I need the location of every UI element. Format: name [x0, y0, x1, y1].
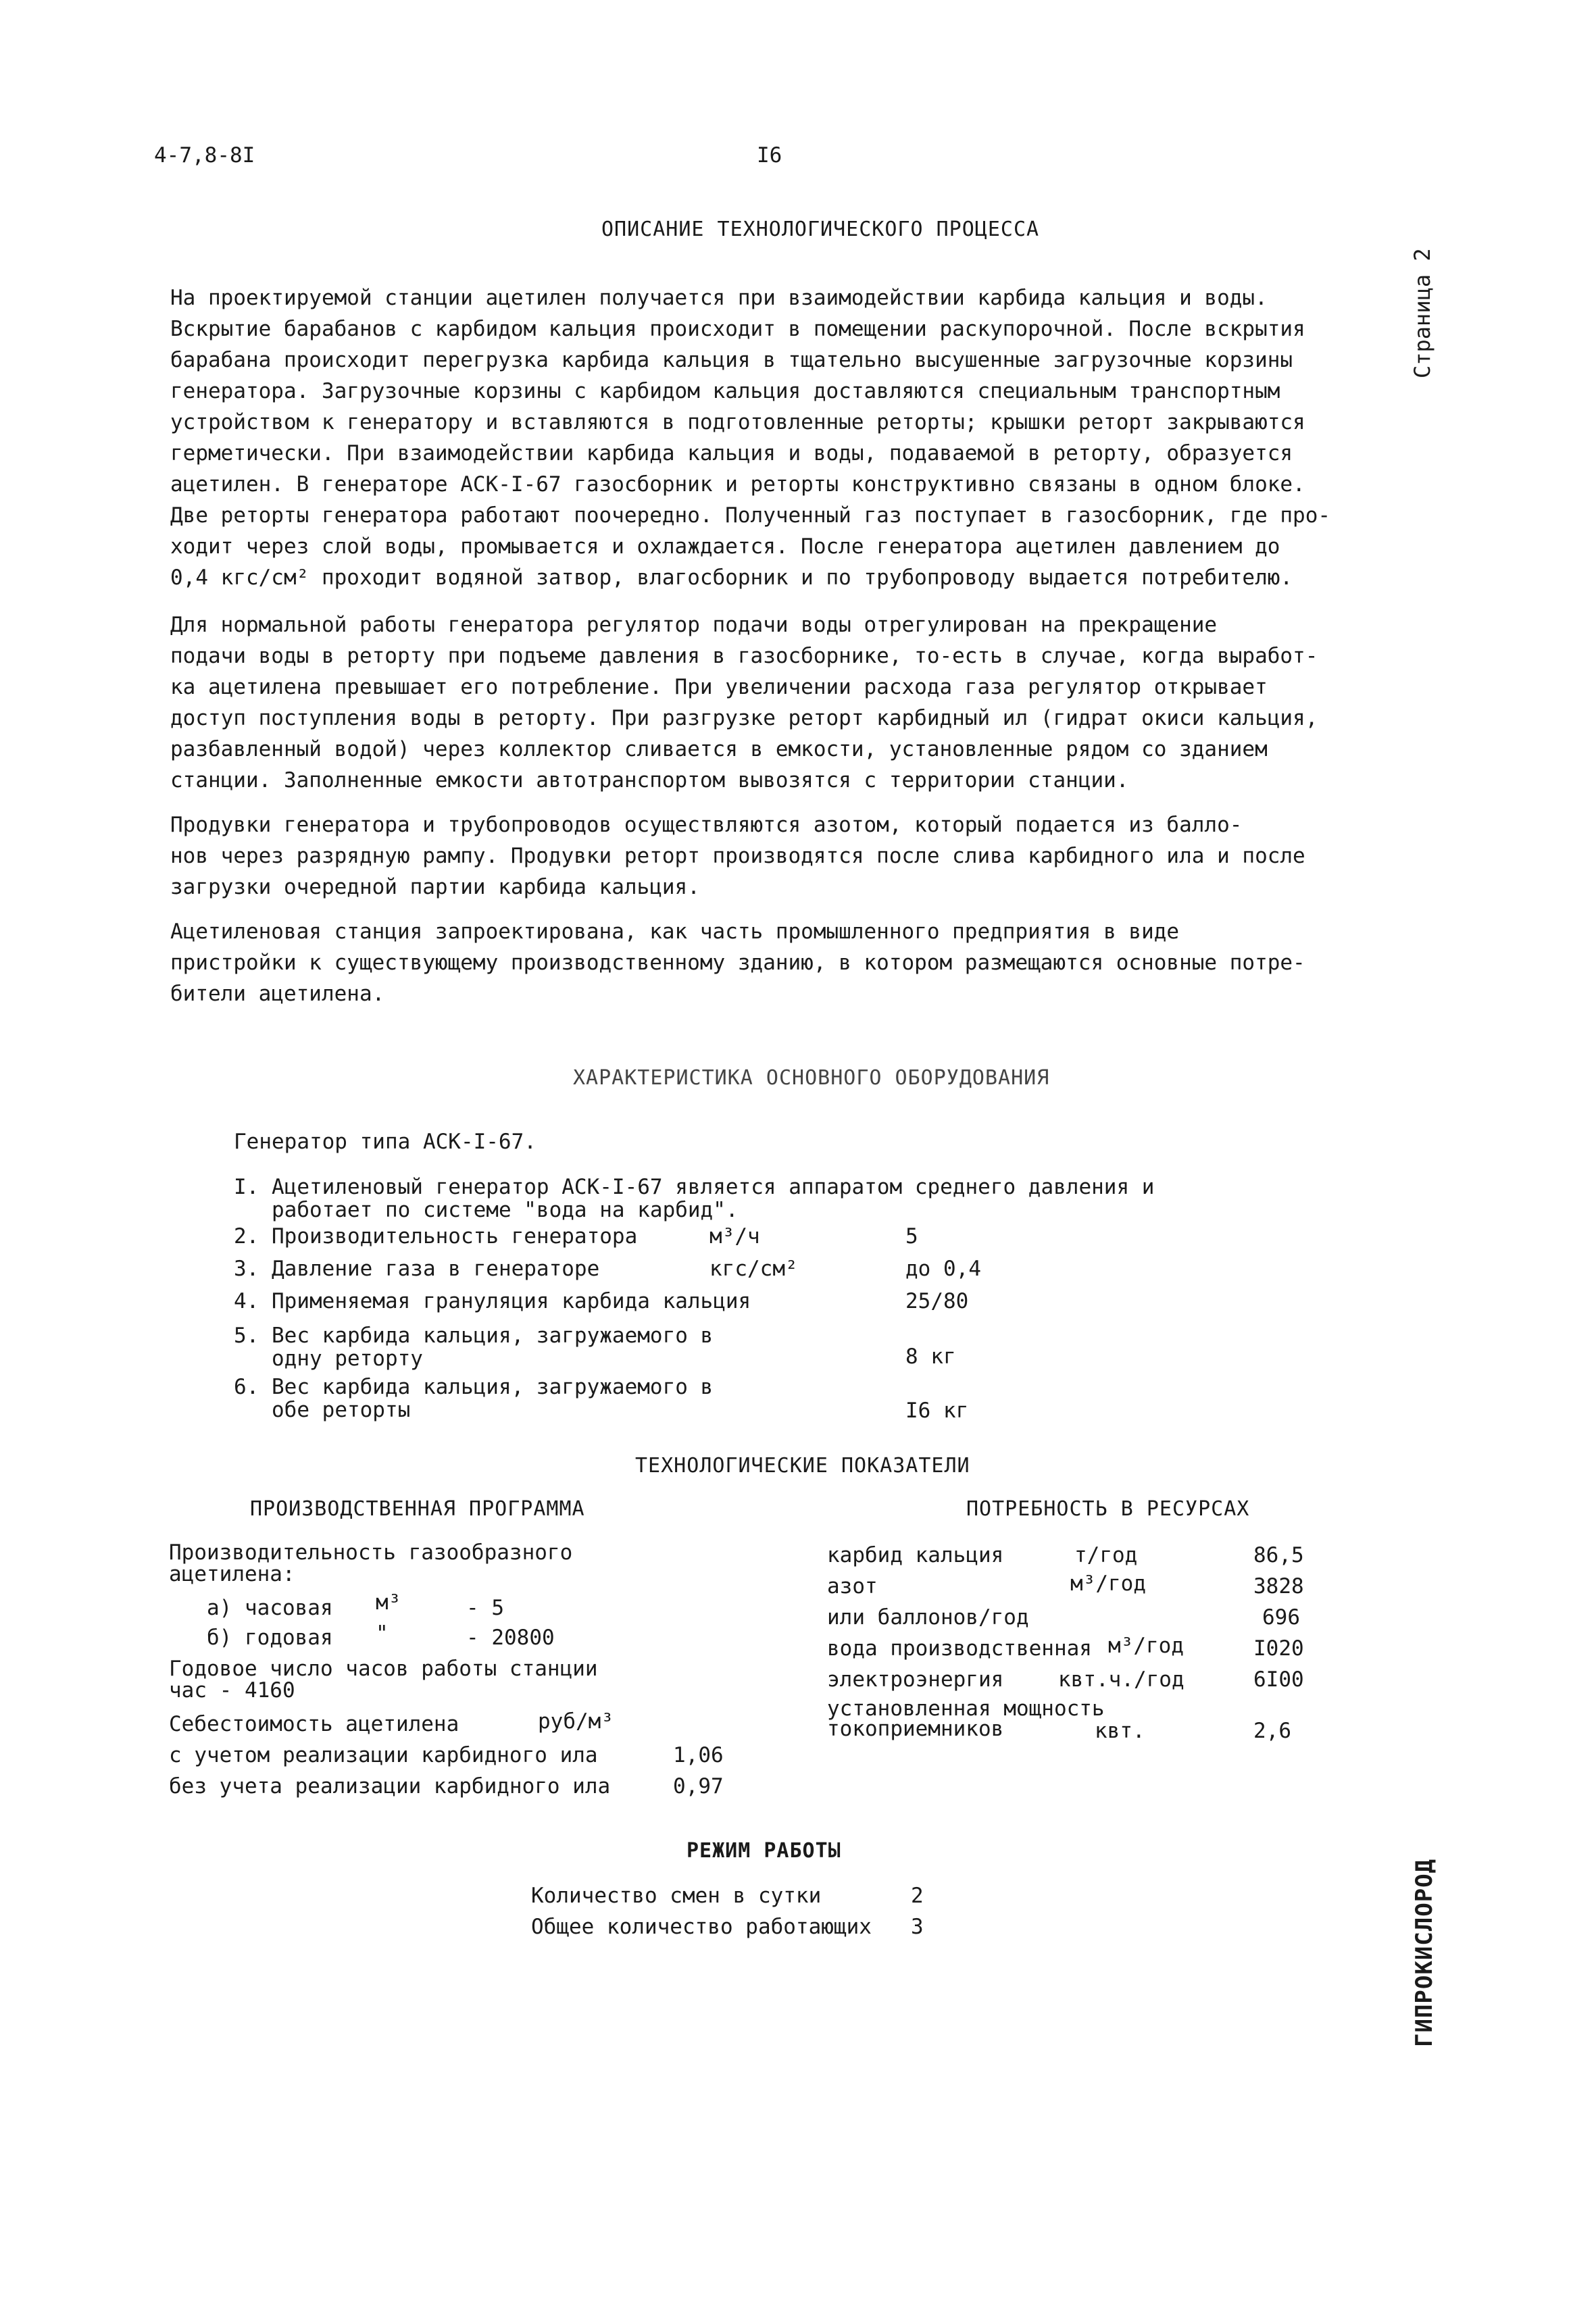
item-name: Применяемая грануляция карбида кальция	[272, 1289, 751, 1313]
installed-power-unit: квт.	[1095, 1719, 1145, 1743]
paragraph-line: ка ацетилена превышает его потребление. При увеличении расхода газа регулятор открывает	[170, 675, 1268, 699]
equipment-item-6	[234, 1376, 713, 1422]
hourly-unit: м³	[376, 1590, 401, 1615]
shifts-value: 2	[911, 1884, 924, 1908]
cost-with-sludge-label: с учетом реализации карбидного ила	[169, 1743, 598, 1767]
item-name: обе реторты	[272, 1398, 411, 1422]
item-4-value: 25/80	[905, 1289, 969, 1313]
item-number: 2.	[234, 1224, 259, 1249]
power-line: установленная мощность	[827, 1696, 1105, 1721]
item-3-unit: кгс/см²	[709, 1257, 798, 1281]
item-name: Вес карбида кальция, загружаемого в	[272, 1375, 714, 1399]
item-number: 6.	[234, 1375, 259, 1399]
paragraph-line: барабана происходит перегрузка карбида кальция в тщательно высушенные загрузочные корзины	[170, 348, 1293, 372]
item-1-line: I. Ацетиленовый генератор АСК-I-67 является аппаратом среднего давления и	[234, 1175, 1155, 1199]
equipment-item-3	[234, 1254, 599, 1284]
paragraph-line: ацетилен. В генераторе АСК-I-67 газосборник и реторты конструктивно связаны в одном блоке.	[170, 472, 1305, 497]
paragraph-line: герметически. При взаимодействии карбида кальция и воды, подаваемой в реторту, образуется	[170, 441, 1293, 466]
resource-value: 6I00	[1253, 1667, 1304, 1692]
item-name: Производительность генератора	[272, 1224, 638, 1249]
equipment-item-2	[234, 1222, 637, 1251]
paragraph-line: Две реторты генератора работают поочередно. Полученный газ поступает в газосборник, где про-	[170, 503, 1331, 528]
installed-power-label	[827, 1696, 1105, 1741]
yearly-label: б) годовая	[207, 1626, 333, 1650]
side-page-label: Страница 2	[1410, 248, 1435, 378]
resource-label: карбид кальция	[827, 1543, 1004, 1567]
paragraph-line: ходит через слой воды, промывается и охлаждается. После генератора ацетилен давлением до	[170, 534, 1280, 559]
equipment-title: ХАРАКТЕРИСТИКА ОСНОВНОГО ОБОРУДОВАНИЯ	[573, 1066, 1050, 1090]
program-title: ПРОИЗВОДСТВЕННАЯ ПРОГРАММА	[250, 1497, 585, 1521]
item-1-line: работает по системе "вода на карбид".	[272, 1198, 739, 1222]
resource-unit: м³/год	[1108, 1634, 1184, 1658]
resource-label: электроэнергия	[827, 1667, 1004, 1692]
cost-label: Себестоимость ацетилена	[169, 1712, 459, 1736]
resource-label: вода производственная	[827, 1636, 1092, 1661]
item-3-value: до 0,4	[905, 1257, 981, 1281]
equipment-item-5	[234, 1324, 713, 1370]
resources-title: ПОТРЕБНОСТЬ В РЕСУРСАХ	[966, 1497, 1250, 1521]
item-name: Вес карбида кальция, загружаемого в	[272, 1324, 714, 1348]
capacity-line: ацетилена:	[169, 1562, 295, 1586]
shifts-label: Количество смен в сутки	[531, 1884, 822, 1908]
item-5-value: 8 кг	[905, 1344, 956, 1369]
item-number: 4.	[234, 1289, 259, 1313]
paragraph-line: Для нормальной работы генератора регулятор подачи воды отрегулирован на прекращение	[170, 613, 1218, 637]
item-number: 5.	[234, 1324, 259, 1348]
document-code: 4-7,8-8I	[154, 143, 255, 168]
equipment-item-1	[234, 1176, 1154, 1222]
installed-power-value: 2,6	[1253, 1719, 1291, 1743]
hourly-label: а) часовая	[207, 1596, 333, 1620]
resource-value: 3828	[1253, 1574, 1304, 1599]
paragraph-line: загрузки очередной партии карбида кальция.	[170, 875, 700, 899]
equipment-item-4	[234, 1286, 751, 1316]
cost-unit: руб/м³	[538, 1709, 614, 1734]
process-paragraph-3	[170, 809, 1373, 903]
indicators-title: ТЕХНОЛОГИЧЕСКИЕ ПОКАЗАТЕЛИ	[635, 1454, 970, 1478]
paragraph-line: подачи воды в реторту при подъеме давления в газосборнике, то-есть в случае, когда выработ-	[170, 644, 1318, 668]
cost-without-sludge-value: 0,97	[673, 1774, 724, 1799]
annual-hours	[169, 1658, 598, 1701]
hours-line: Годовое число часов работы станции	[169, 1657, 598, 1681]
hours-line: час - 4160	[169, 1678, 295, 1703]
process-paragraph-2	[170, 609, 1373, 796]
paragraph-line: пристройки к существующему производственному зданию, в котором размещаются основные потре-	[170, 951, 1305, 975]
resource-label: азот	[827, 1574, 878, 1599]
resource-unit: т/год	[1074, 1543, 1138, 1567]
hourly-value: - 5	[466, 1596, 504, 1620]
resource-unit: м³/год	[1070, 1571, 1146, 1596]
resource-unit: квт.ч./год	[1058, 1667, 1184, 1692]
paragraph-line: доступ поступления воды в реторту. При разгрузке реторт карбидный ил (гидрат окиси кальция,	[170, 706, 1318, 730]
organization-stamp: ГИПРОКИСЛОРОД	[1411, 1858, 1438, 2047]
item-name: Давление газа в генераторе	[272, 1257, 600, 1281]
process-title: ОПИСАНИЕ ТЕХНОЛОГИЧЕСКОГО ПРОЦЕССА	[601, 218, 1040, 241]
paragraph-line: генератора. Загрузочные корзины с карбидом кальция доставляются специальным транспортным	[170, 379, 1280, 403]
resource-value: 86,5	[1253, 1543, 1304, 1567]
process-paragraph-1	[170, 282, 1373, 593]
paragraph-line: станции. Заполненные емкости автотранспортом вывозятся с территории станции.	[170, 768, 1129, 793]
workers-value: 3	[911, 1915, 924, 1939]
paragraph-line: бители ацетилена.	[170, 982, 385, 1006]
yearly-value: - 20800	[466, 1626, 555, 1650]
resource-label: или баллонов/год	[827, 1605, 1029, 1630]
cost-without-sludge-label: без учета реализации карбидного ила	[169, 1774, 611, 1799]
item-6-value: I6 кг	[905, 1399, 969, 1423]
paragraph-line: Продувки генератора и трубопроводов осуществляются азотом, который подается из балло-	[170, 813, 1243, 837]
resource-value: I020	[1253, 1636, 1304, 1661]
workers-label: Общее количество работающих	[531, 1915, 872, 1939]
power-line: токоприемников	[827, 1717, 1004, 1741]
paragraph-line: 0,4 кгс/см² проходит водяной затвор, влагосборник и по трубопроводу выдается потребителю.	[170, 565, 1293, 590]
resource-value: 696	[1262, 1605, 1300, 1630]
paragraph-line: Ацетиленовая станция запроектирована, как часть промышленного предприятия в виде	[170, 920, 1180, 944]
item-number: 3.	[234, 1257, 259, 1281]
page-number: I6	[757, 143, 782, 168]
paragraph-line: На проектируемой станции ацетилен получается при взаимодействии карбида кальция и воды.	[170, 286, 1268, 310]
yearly-unit: "	[376, 1621, 389, 1646]
paragraph-line: устройством к генератору и вставляются в подготовленные реторты; крышки реторт закрываются	[170, 410, 1305, 434]
process-paragraph-4	[170, 916, 1373, 1009]
paragraph-line: разбавленный водой) через коллектор сливается в емкости, установленные рядом со зданием	[170, 737, 1268, 761]
item-2-value: 5	[905, 1224, 918, 1249]
item-2-unit: м³/ч	[709, 1224, 760, 1249]
capacity-label	[169, 1542, 572, 1585]
generator-type: Генератор типа АСК-I-67.	[234, 1130, 537, 1154]
cost-with-sludge-value: 1,06	[673, 1743, 724, 1767]
item-name: одну реторту	[272, 1347, 423, 1371]
paragraph-line: нов через разрядную рампу. Продувки реторт производятся после слива карбидного ила и после	[170, 844, 1305, 868]
paragraph-line: Вскрытие барабанов с карбидом кальция происходит в помещении раскупорочной. После вскрытия	[170, 317, 1305, 341]
mode-title: РЕЖИМ РАБОТЫ	[687, 1839, 841, 1863]
capacity-line: Производительность газообразного	[169, 1540, 573, 1565]
